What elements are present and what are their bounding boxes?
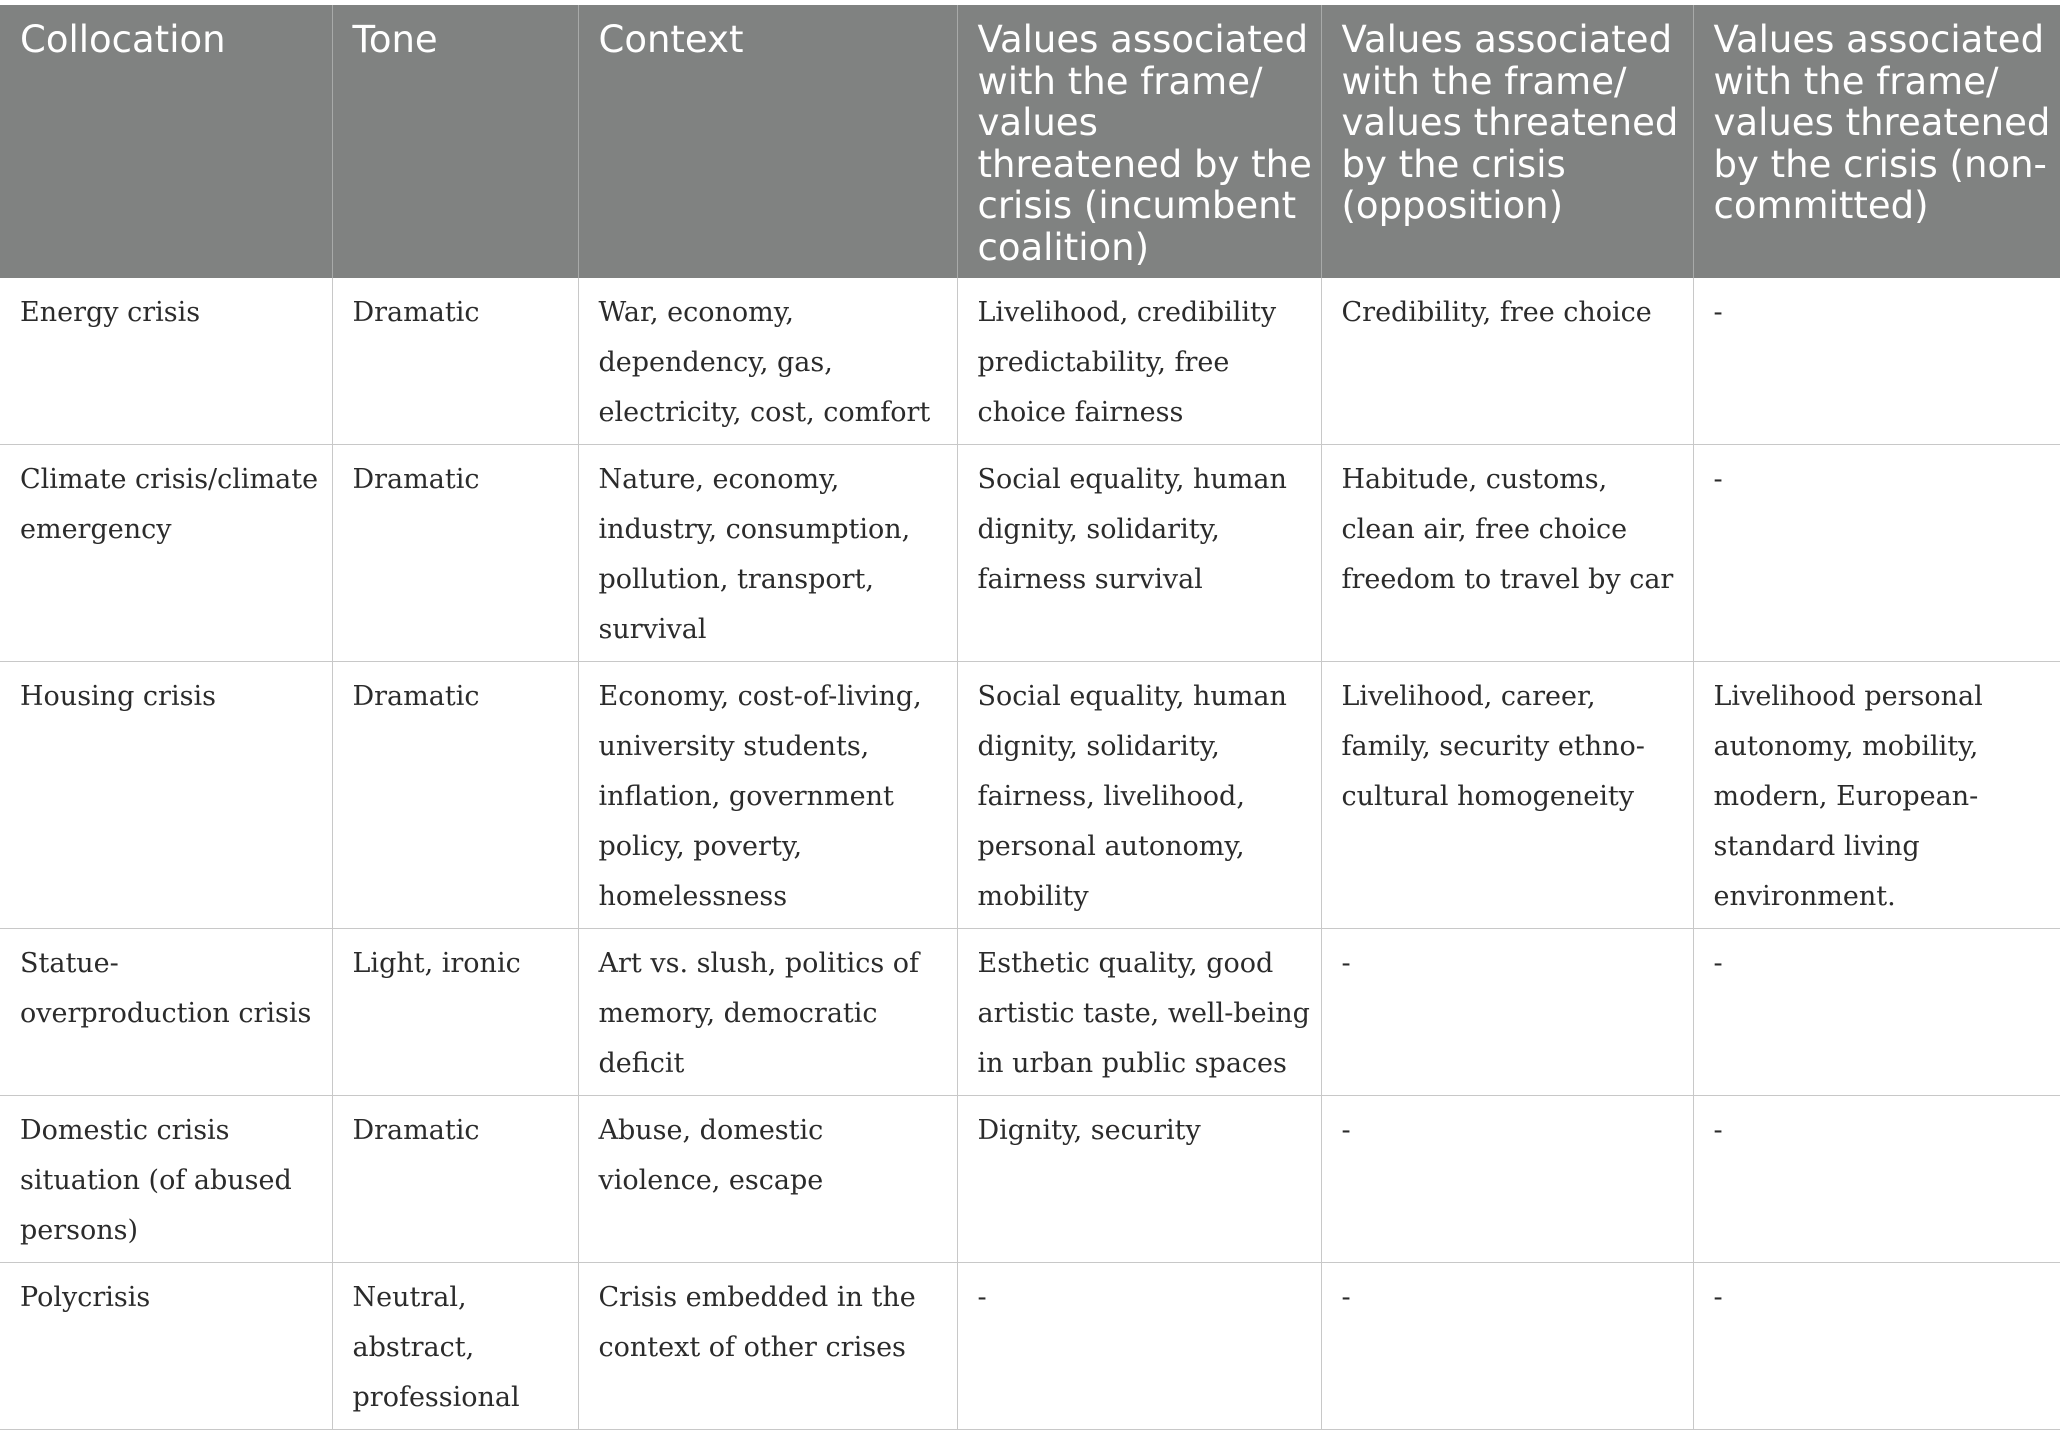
- cell-values-noncommitted: -: [1693, 1096, 2060, 1263]
- cell-collocation: Climate crisis/climate emergency: [0, 445, 332, 662]
- cell-tone: Dramatic: [332, 278, 578, 445]
- cell-context: Art vs. slush, politics of memory, democratic deficit: [578, 929, 957, 1096]
- cell-values-opposition: -: [1321, 1263, 1693, 1430]
- cell-tone: Dramatic: [332, 445, 578, 662]
- cell-values-opposition: Credibility, free choice: [1321, 278, 1693, 445]
- cell-values-opposition: -: [1321, 1096, 1693, 1263]
- table-row: [0, 1096, 2060, 1263]
- header-tone: Tone: [332, 5, 578, 278]
- cell-context: Abuse, domestic violence, escape: [578, 1096, 957, 1263]
- cell-tone: Neutral, abstract, professional: [332, 1263, 578, 1430]
- cell-values-noncommitted: -: [1693, 929, 2060, 1096]
- cell-tone: Light, ironic: [332, 929, 578, 1096]
- cell-values-noncommitted: -: [1693, 1263, 2060, 1430]
- header-values-incumbent: Values associated with the frame/ values threatened by the crisis (incumbent coalition): [957, 5, 1321, 278]
- table-row: [0, 929, 2060, 1096]
- cell-values-noncommitted: Livelihood personal autonomy, mobility, modern, European-standard living environment.: [1693, 662, 2060, 929]
- cell-values-opposition: Livelihood, career, family, security ethno-cultural homogeneity: [1321, 662, 1693, 929]
- cell-values-opposition: Habitude, customs, clean air, free choice freedom to travel by car: [1321, 445, 1693, 662]
- table-row: [0, 445, 2060, 662]
- header-row: [0, 5, 2060, 278]
- table-body: [0, 278, 2060, 1430]
- table-row: [0, 1263, 2060, 1430]
- header-context: Context: [578, 5, 957, 278]
- table-header: [0, 5, 2060, 278]
- cell-tone: Dramatic: [332, 662, 578, 929]
- cell-values-incumbent: Social equality, human dignity, solidarity, fairness survival: [957, 445, 1321, 662]
- cell-collocation: Energy crisis: [0, 278, 332, 445]
- cell-context: War, economy, dependency, gas, electricity, cost, comfort: [578, 278, 957, 445]
- cell-context: Nature, economy, industry, consumption, pollution, transport, survival: [578, 445, 957, 662]
- cell-collocation: Domestic crisis situation (of abused persons): [0, 1096, 332, 1263]
- cell-values-incumbent: Esthetic quality, good artistic taste, well-being in urban public spaces: [957, 929, 1321, 1096]
- cell-collocation: Statue-overproduction crisis: [0, 929, 332, 1096]
- table-row: [0, 278, 2060, 445]
- header-collocation: Collocation: [0, 5, 332, 278]
- cell-values-noncommitted: -: [1693, 278, 2060, 445]
- cell-values-noncommitted: -: [1693, 445, 2060, 662]
- cell-values-incumbent: -: [957, 1263, 1321, 1430]
- cell-collocation: Polycrisis: [0, 1263, 332, 1430]
- header-values-noncommitted: Values associated with the frame/ values threatened by the crisis (non-committed): [1693, 5, 2060, 278]
- table-row: [0, 662, 2060, 929]
- cell-values-incumbent: Social equality, human dignity, solidarity, fairness, livelihood, personal autonomy, mobility: [957, 662, 1321, 929]
- cell-values-opposition: -: [1321, 929, 1693, 1096]
- header-values-opposition: Values associated with the frame/ values threatened by the crisis (opposition): [1321, 5, 1693, 278]
- cell-context: Crisis embedded in the context of other crises: [578, 1263, 957, 1430]
- cell-values-incumbent: Dignity, security: [957, 1096, 1321, 1263]
- cell-context: Economy, cost-of-living, university students, inflation, government policy, poverty, homelessness: [578, 662, 957, 929]
- cell-tone: Dramatic: [332, 1096, 578, 1263]
- crisis-table: [0, 5, 2060, 1430]
- cell-collocation: Housing crisis: [0, 662, 332, 929]
- cell-values-incumbent: Livelihood, credibility predictability, free choice fairness: [957, 278, 1321, 445]
